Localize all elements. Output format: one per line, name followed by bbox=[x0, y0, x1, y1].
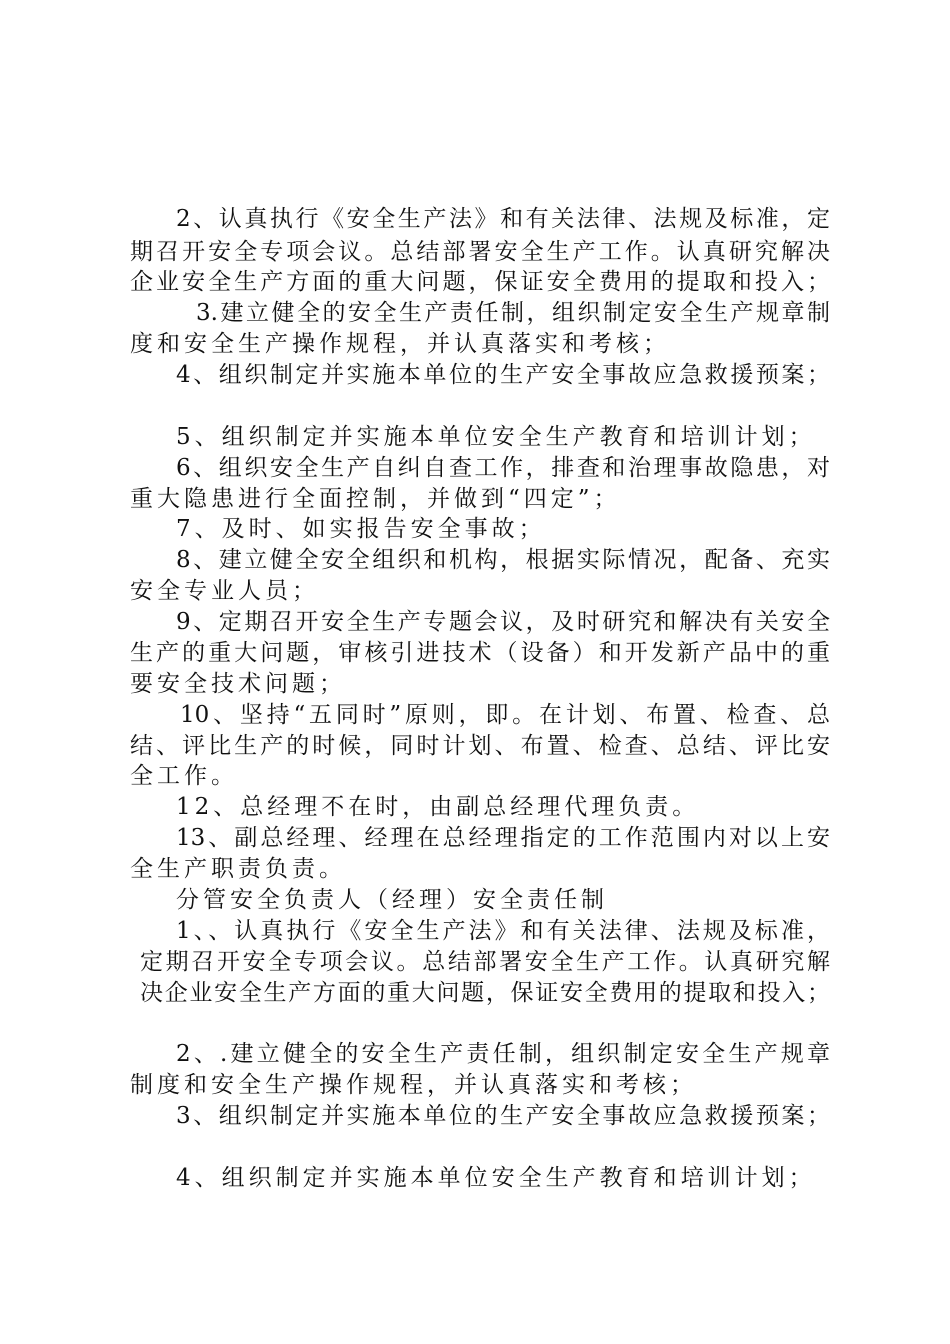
text-line: 5、组织制定并实施本单位安全生产教育和培训计划； bbox=[176, 424, 816, 450]
text-line: 1、、认真执行《安全生产法》和有关法律、法规及标准， bbox=[176, 918, 830, 944]
text-line: 2、.建立健全的安全生产责任制，组织制定安全生产规章 bbox=[176, 1041, 830, 1067]
text-line: 12、总经理不在时，由副总经理代理负责。 bbox=[176, 794, 700, 820]
text-line: 4、组织制定并实施本单位的生产安全事故应急救援预案； bbox=[176, 362, 830, 388]
text-line: 结、评比生产的时候，同时计划、布置、检查、总结、评比安 bbox=[130, 733, 830, 759]
section-heading: 分管安全负责人（经理）安全责任制 bbox=[176, 887, 608, 913]
text-line: 2、认真执行《安全生产法》和有关法律、法规及标准，定 bbox=[176, 206, 830, 232]
text-line: 定期召开安全专项会议。总结部署安全生产工作。认真研究解 bbox=[140, 949, 830, 975]
text-line: 7、及时、如实报告安全事故； bbox=[176, 516, 546, 542]
text-line: 要安全技术问题； bbox=[130, 671, 346, 697]
text-line: 决企业安全生产方面的重大问题，保证安全费用的提取和投入； bbox=[140, 980, 830, 1006]
text-line: 重大隐患进行全面控制，并做到“四定”； bbox=[130, 486, 621, 512]
text-line: 3、组织制定并实施本单位的生产安全事故应急救援预案； bbox=[176, 1103, 830, 1129]
text-line: 8、建立健全安全组织和机构，根据实际情况，配备、充实 bbox=[176, 547, 830, 573]
text-line: 10、坚持“五同时”原则，即。在计划、布置、检查、总 bbox=[180, 702, 830, 728]
text-line: 全生产职责负责。 bbox=[130, 856, 346, 882]
text-line: 4、组织制定并实施本单位安全生产教育和培训计划； bbox=[176, 1165, 816, 1191]
text-line: 9、定期召开安全生产专题会议，及时研究和解决有关安全 bbox=[176, 609, 830, 635]
text-line: 3.建立健全的安全生产责任制，组织制定安全生产规章制 bbox=[196, 300, 830, 326]
text-line: 期召开安全专项会议。总结部署安全生产工作。认真研究解决 bbox=[130, 239, 830, 265]
text-line: 13、副总经理、经理在总经理指定的工作范围内对以上安 bbox=[176, 825, 830, 851]
text-line: 全工作。 bbox=[130, 763, 238, 789]
text-line: 安全专业人员； bbox=[130, 578, 319, 604]
text-line: 制度和安全生产操作规程，并认真落实和考核； bbox=[130, 1072, 697, 1098]
text-line: 企业安全生产方面的重大问题，保证安全费用的提取和投入； bbox=[130, 269, 830, 295]
text-line: 6、组织安全生产自纠自查工作，排查和治理事故隐患，对 bbox=[176, 455, 830, 481]
text-line: 生产的重大问题，审核引进技术（设备）和开发新产品中的重 bbox=[130, 640, 830, 666]
text-line: 度和安全生产操作规程，并认真落实和考核； bbox=[130, 331, 670, 357]
